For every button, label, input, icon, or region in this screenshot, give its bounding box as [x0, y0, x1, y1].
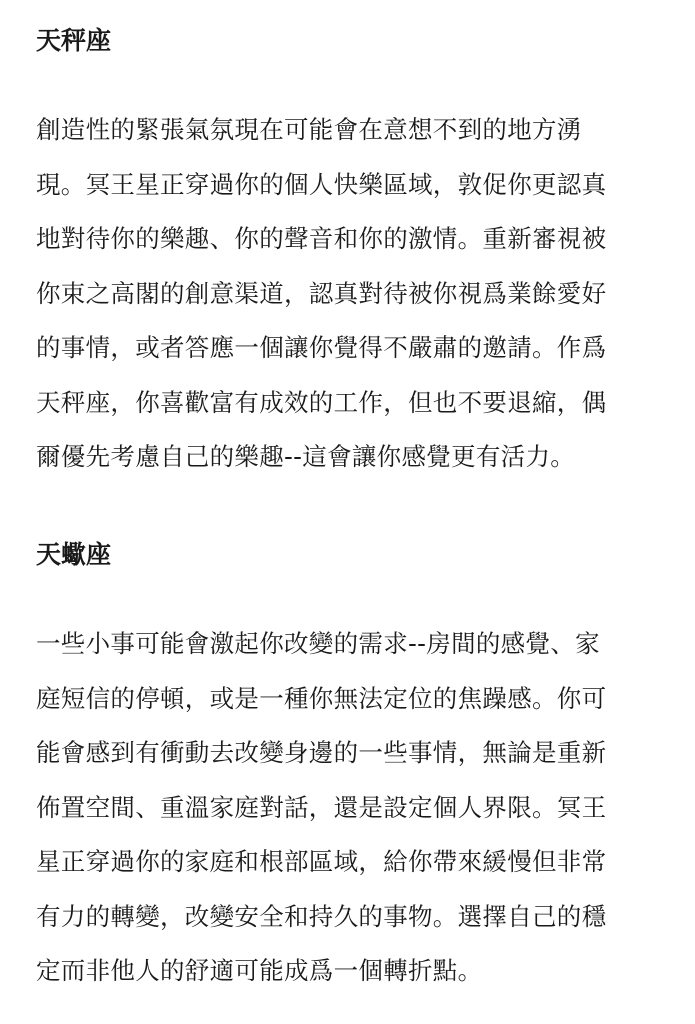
body-line: 有力的轉變，改變安全和持久的事物。選擇自己的穩 — [36, 901, 607, 931]
body-line: 創造性的緊張氣氛現在可能會在意想不到的地方湧 — [36, 115, 582, 144]
body-line: 地對待你的樂趣、你的聲音和你的激情。重新審視被 — [36, 224, 607, 253]
body-line: 天秤座，你喜歡富有成效的工作，但也不要退縮，偶 — [36, 387, 607, 417]
body-line: 庭短信的停頓，或是一種你無法定位的焦躁感。你可 — [36, 683, 607, 713]
body-line: 的事情，或者答應一個讓你覺得不嚴肅的邀請。作爲 — [36, 333, 607, 362]
section-title-scorpio: 天蠍座 — [36, 540, 112, 569]
section-title-libra: 天秤座 — [36, 26, 112, 55]
section-body-scorpio — [36, 617, 666, 999]
body-line: 你束之高閣的創意渠道，認真對待被你視爲業餘愛好 — [36, 278, 607, 308]
body-line: 佈置空間、重溫家庭對話，還是設定個人界限。冥王 — [36, 792, 607, 822]
body-line: 能會感到有衝動去改變身邊的一些事情，無論是重新 — [36, 738, 607, 767]
body-line: 一些小事可能會激起你改變的需求--房間的感覺、家 — [36, 629, 600, 658]
body-line: 現。冥王星正穿過你的個人快樂區域，敦促你更認真 — [36, 169, 607, 199]
section-body-libra — [36, 103, 666, 485]
body-line: 定而非他人的舒適可能成爲一個轉折點。 — [36, 956, 483, 985]
body-line: 爾優先考慮自己的樂趣--這會讓你感覺更有活力。 — [36, 442, 576, 471]
body-line: 星正穿過你的家庭和根部區域，給你帶來緩慢但非常 — [36, 847, 607, 876]
